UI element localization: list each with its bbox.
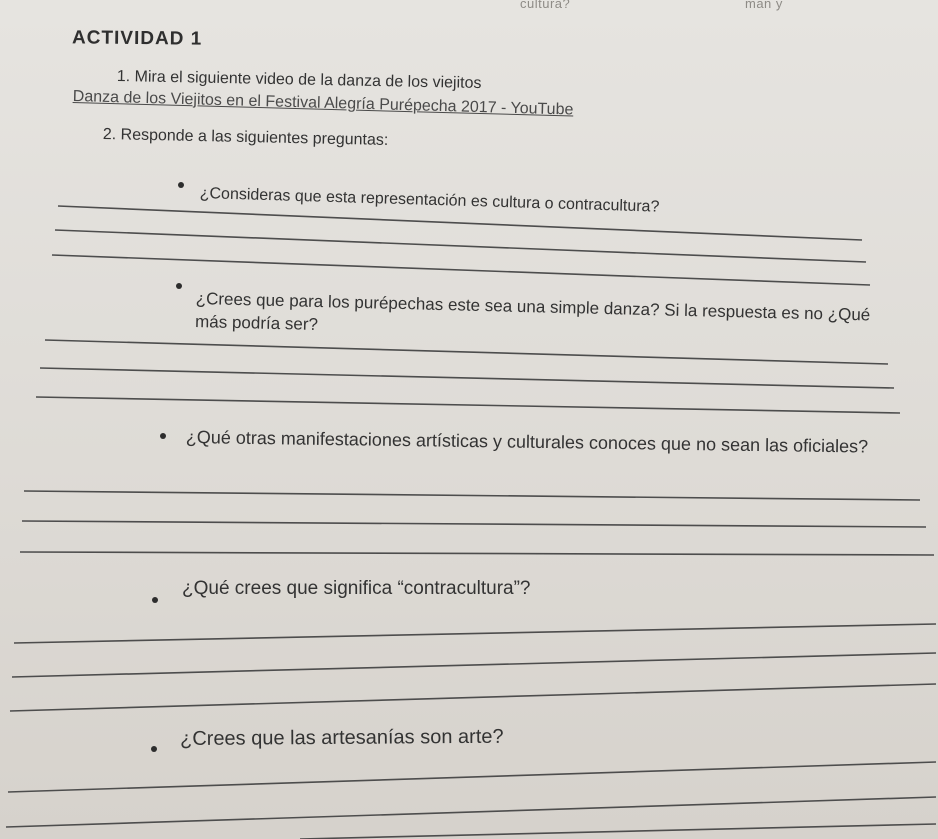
answer-line-q4-2[interactable] bbox=[12, 653, 936, 677]
question-3: ¿Qué otras manifestaciones artísticas y culturales conoces que no sean las oficiales? bbox=[185, 426, 869, 457]
answer-line-q3-2[interactable] bbox=[22, 521, 926, 527]
answer-line-q5-2[interactable] bbox=[6, 797, 936, 827]
answer-line-q2-3[interactable] bbox=[36, 397, 900, 413]
question-4: ¿Qué crees que significa “contracultura”? bbox=[182, 578, 531, 599]
answer-line-q4-1[interactable] bbox=[14, 624, 936, 643]
instruction-step-2: 2. Responde a las siguientes preguntas: bbox=[102, 126, 389, 149]
answer-line-q2-1[interactable] bbox=[45, 340, 888, 364]
video-link[interactable]: Danza de los Viejitos en el Festival Alegría Purépecha 2017 - YouTube bbox=[72, 88, 574, 119]
question-5: ¿Crees que las artesanías son arte? bbox=[180, 725, 504, 750]
answer-line-q3-1[interactable] bbox=[24, 491, 920, 500]
answer-line-q2-2[interactable] bbox=[40, 368, 894, 388]
answer-line-q1-3[interactable] bbox=[52, 255, 870, 285]
activity-title: ACTIVIDAD 1 bbox=[71, 27, 203, 50]
answer-line-q4-3[interactable] bbox=[10, 684, 936, 711]
question-1: ¿Consideras que esta representación es cultura o contracultura? bbox=[199, 185, 660, 216]
header-bleed-text-left: cultura? bbox=[520, 0, 571, 11]
answer-line-q5-3[interactable] bbox=[300, 824, 936, 839]
answer-line-q3-3[interactable] bbox=[20, 552, 934, 555]
answer-line-q5-1[interactable] bbox=[8, 762, 936, 792]
instruction-step-1: 1. Mira el siguiente video de la danza de los viejitos bbox=[116, 68, 482, 92]
question-2: ¿Crees que para los purépechas este sea una simple danza? Si la respuesta es no ¿Qué más podría ser? bbox=[194, 288, 871, 334]
header-bleed-text-right: man y bbox=[745, 0, 783, 11]
